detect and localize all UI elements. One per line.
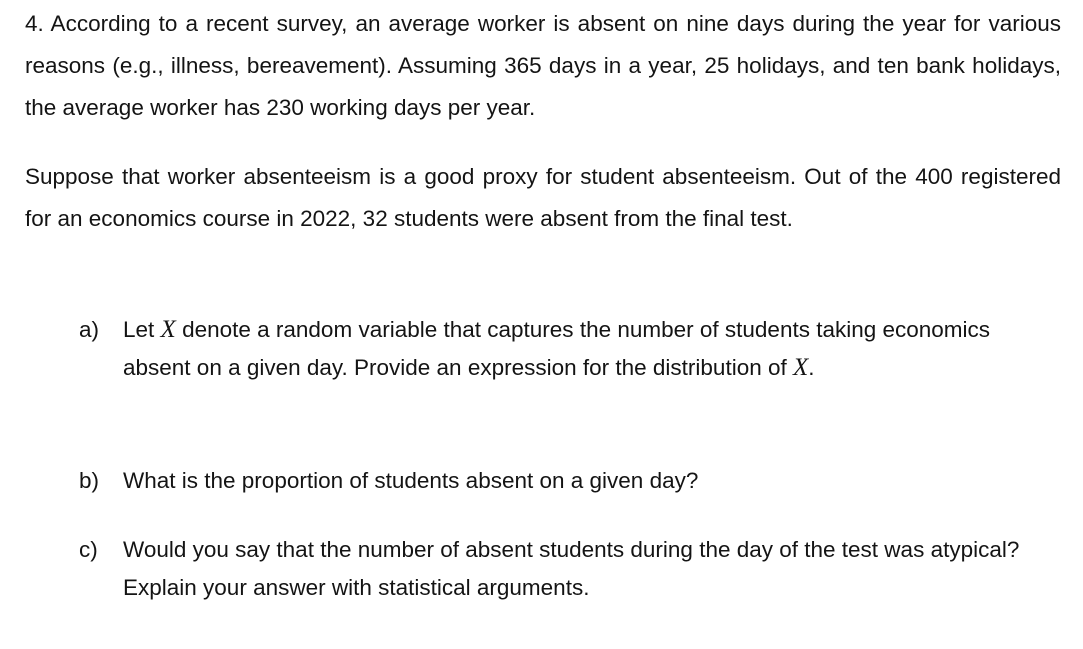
question-a-text-before: Let — [123, 317, 161, 342]
random-variable-x: X — [160, 316, 176, 343]
question-a-label: a) — [79, 317, 100, 342]
problem-context: Suppose that worker absenteeism is a good proxy for student absenteeism. Out of the 400 registered for an economics course in 2022, 32 students were absent from the final test. — [25, 164, 1061, 231]
question-c-text: Would you say that the number of absent students during the day of the test was atypical? Explain your answer with statistical arguments. — [123, 537, 1020, 600]
question-a-text — [123, 311, 1061, 387]
question-c — [79, 531, 1061, 607]
question-a — [79, 311, 1061, 387]
question-a-text-end: . — [808, 355, 815, 380]
question-c-label: c) — [79, 537, 98, 562]
question-b-label: b) — [79, 468, 100, 493]
question-b — [79, 462, 1061, 500]
question-b-text: What is the proportion of students absent on a given day? — [123, 468, 699, 493]
random-variable-x-end: X — [793, 354, 809, 381]
problem-intro: 4. According to a recent survey, an average worker is absent on nine days during the year for various reasons (e.g., illness, bereavement). Assuming 365 days in a year, 25 holidays, and ten bank holidays, the average worker has 230 working days per year. — [25, 11, 1061, 120]
question-a-text-middle: denote a random variable that captures the number of students taking economics absent on a given day. Provide an expression for the distribution of — [123, 317, 991, 380]
